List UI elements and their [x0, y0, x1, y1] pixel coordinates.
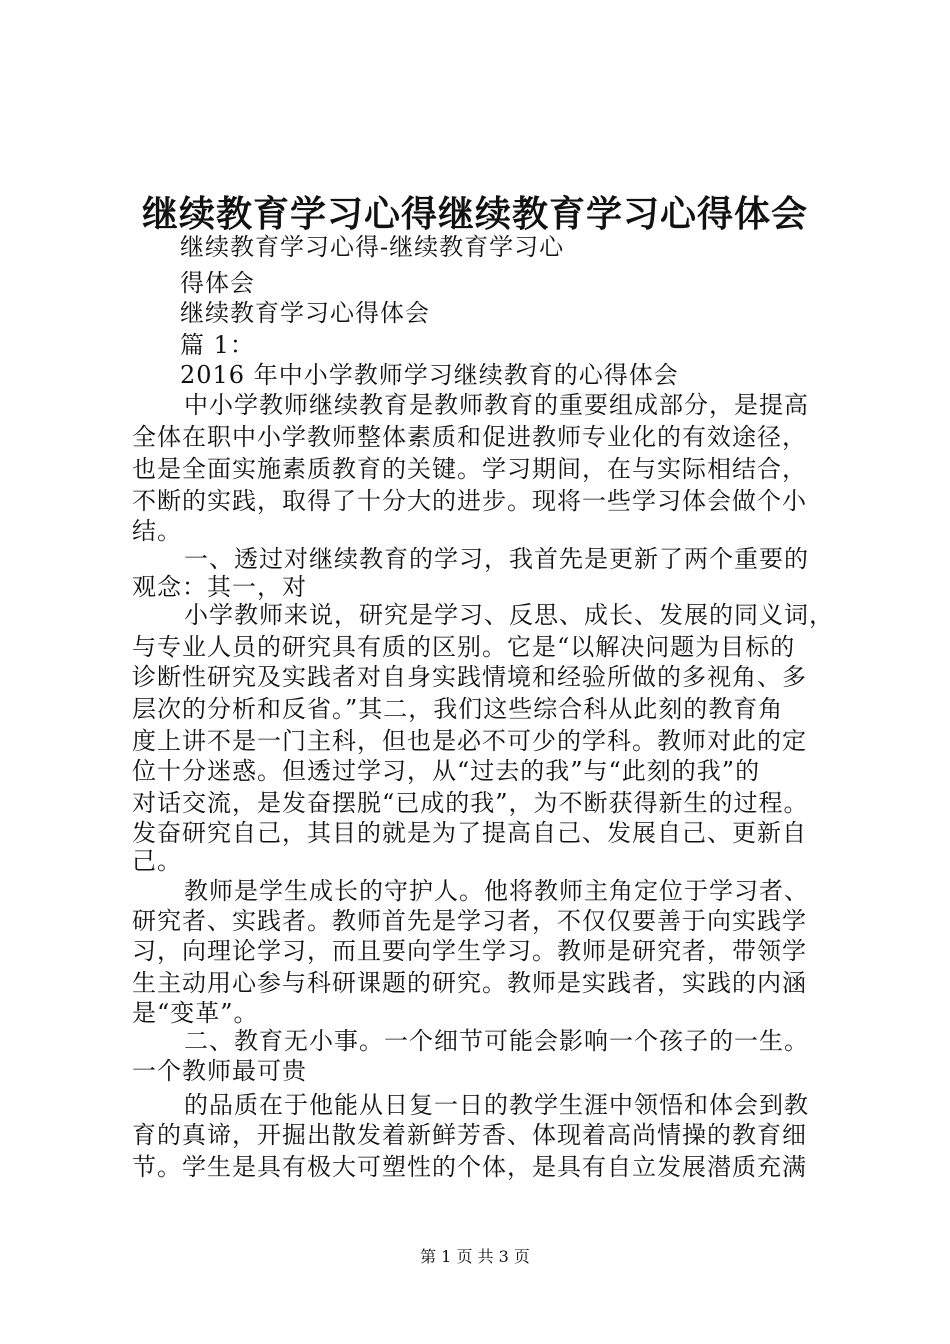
text-line: 继续教育学习心得-继续教育学习心: [180, 233, 565, 261]
text-line: 小学教师来说，研究是学习、反思、成长、发展的同义词，: [184, 601, 834, 629]
text-line: 一、透过对继续教育的学习，我首先是更新了两个重要的: [184, 545, 809, 573]
text-line: 己。: [132, 847, 182, 875]
text-line: 的品质在于他能从日复一日的教学生涯中领悟和体会到教: [184, 1091, 809, 1119]
text-line: 2016 年中小学教师学习继续教育的心得体会: [180, 361, 679, 389]
text-line: 继续教育学习心得体会: [180, 299, 430, 327]
text-line: 与专业人员的研究具有质的区别。它是“以解决问题为目标的: [132, 633, 796, 661]
text-line: 全体在职中小学教师整体素质和促进教师专业化的有效途径，: [132, 423, 807, 451]
text-line: 得体会: [180, 269, 255, 297]
text-line: 中小学教师继续教育是教师教育的重要组成部分，是提高: [184, 391, 809, 419]
text-line: 是“变革”。: [132, 999, 259, 1027]
text-line: 对话交流，是发奋摆脱“已成的我”，为不断获得新生的过程。: [132, 789, 809, 817]
text-line: 层次的分析和反省。”其二，我们这些综合科从此刻的教育角: [132, 695, 784, 723]
text-line: 二、教育无小事。一个细节可能会影响一个孩子的一生。: [184, 1027, 809, 1055]
text-line: 习，向理论学习，而且要向学生学习。教师是研究者，带领学: [132, 937, 807, 965]
text-line: 结。: [132, 517, 182, 545]
page-footer: 第 1 页 共 3 页: [420, 1247, 530, 1266]
text-line: 发奋研究自己，其目的就是为了提高自己、发展自己、更新自: [132, 819, 807, 847]
text-line: 位十分迷惑。但透过学习，从“过去的我”与“此刻的我”的: [132, 757, 761, 785]
text-line: 观念：其一，对: [132, 573, 307, 601]
text-line: 也是全面实施素质教育的关键。学习期间，在与实际相结合，: [132, 455, 807, 483]
text-line: 篇 1：: [180, 331, 255, 359]
text-line: 教师是学生成长的守护人。他将教师主角定位于学习者、: [184, 877, 809, 905]
text-line: 度上讲不是一门主科，但也是必不可少的学科。教师对此的定: [132, 727, 807, 755]
text-line: 一个教师最可贵: [132, 1057, 307, 1085]
text-line: 生主动用心参与科研课题的研究。教师是实践者，实践的内涵: [132, 969, 807, 997]
text-line: 育的真谛，开掘出散发着新鲜芳香、体现着高尚情操的教育细: [132, 1121, 807, 1149]
text-line: 诊断性研究及实践者对自身实践情境和经验所做的多视角、多: [132, 663, 807, 691]
text-line: 不断的实践，取得了十分大的进步。现将一些学习体会做个小: [132, 487, 807, 515]
document-title: 继续教育学习心得继续教育学习心得体会: [141, 193, 808, 235]
text-line: 节。学生是具有极大可塑性的个体，是具有自立发展潜质充满: [132, 1153, 807, 1181]
text-line: 研究者、实践者。教师首先是学习者，不仅仅要善于向实践学: [132, 907, 807, 935]
